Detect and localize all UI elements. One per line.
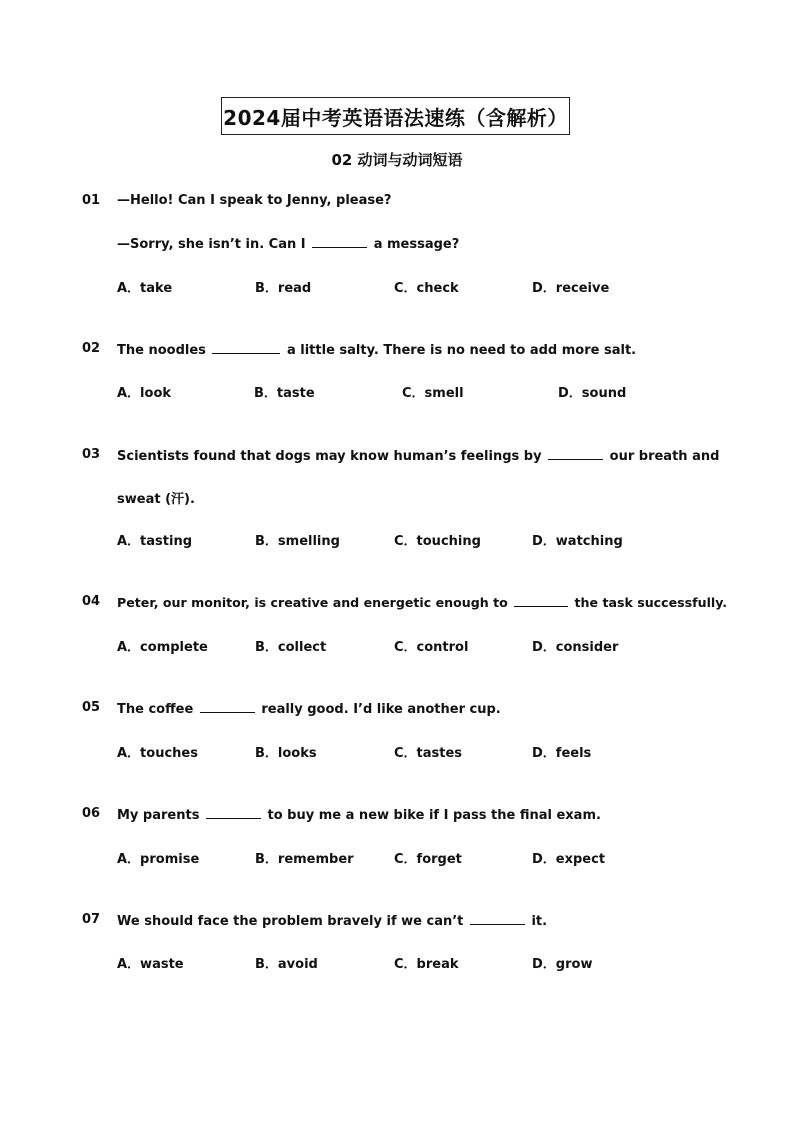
option-b: B．avoid bbox=[255, 957, 318, 972]
question-text-part: My parents bbox=[117, 808, 200, 823]
question-text-part: Scientists found that dogs may know human’s feelings by bbox=[117, 449, 542, 464]
option-a: A．waste bbox=[117, 957, 184, 972]
question-text bbox=[117, 912, 547, 929]
option-d: D．receive bbox=[532, 281, 610, 296]
question-text-part: our breath and bbox=[609, 449, 720, 464]
question-text-part: sweat (汗). bbox=[117, 492, 195, 507]
option-d: D．consider bbox=[532, 640, 619, 655]
option-d: D．expect bbox=[532, 852, 606, 867]
option-d: D．sound bbox=[558, 386, 627, 401]
question-text bbox=[117, 594, 727, 610]
question-text bbox=[117, 235, 459, 252]
option-c: C．tastes bbox=[394, 746, 463, 761]
option-b: B．read bbox=[255, 281, 312, 296]
option-a: A．touches bbox=[117, 746, 198, 761]
question-text bbox=[117, 193, 391, 208]
option-c: C．smell bbox=[402, 386, 464, 401]
question-number: 03 bbox=[82, 447, 101, 462]
answer-blank bbox=[514, 594, 568, 607]
option-d: D．feels bbox=[532, 746, 592, 761]
question-text-part: the task successfully. bbox=[574, 595, 728, 610]
option-c: C．control bbox=[394, 640, 469, 655]
question-text-part: The coffee bbox=[117, 702, 194, 717]
option-a: A．promise bbox=[117, 852, 200, 867]
question-number: 05 bbox=[82, 700, 101, 715]
option-b: B．collect bbox=[255, 640, 327, 655]
question-text-part: really good. I’d like another cup. bbox=[261, 702, 501, 717]
option-c: C．check bbox=[394, 281, 459, 296]
option-a: A．take bbox=[117, 281, 173, 296]
option-d: D．watching bbox=[532, 534, 623, 549]
option-c: C．forget bbox=[394, 852, 462, 867]
question-text-part: —Hello! Can I speak to Jenny, please? bbox=[117, 193, 392, 208]
answer-blank bbox=[206, 806, 261, 819]
answer-blank bbox=[312, 235, 367, 248]
option-c: C．touching bbox=[394, 534, 481, 549]
question-text bbox=[117, 447, 719, 464]
option-a: A．complete bbox=[117, 640, 208, 655]
question-text-part: —Sorry, she isn’t in. Can I bbox=[117, 237, 306, 252]
answer-blank bbox=[212, 341, 280, 354]
option-b: B．looks bbox=[255, 746, 317, 761]
question-text-part: it. bbox=[531, 914, 548, 929]
question-number: 02 bbox=[82, 341, 101, 356]
answer-blank bbox=[548, 447, 603, 460]
option-a: A．tasting bbox=[117, 534, 193, 549]
answer-blank bbox=[200, 700, 255, 713]
question-text-part: We should face the problem bravely if we can’t bbox=[117, 914, 464, 929]
question-text-part: to buy me a new bike if I pass the final exam. bbox=[267, 808, 601, 823]
question-text bbox=[117, 341, 636, 358]
question-number: 06 bbox=[82, 806, 101, 821]
option-b: B．smelling bbox=[255, 534, 340, 549]
option-a: A．look bbox=[117, 386, 172, 401]
option-b: B．taste bbox=[254, 386, 315, 401]
answer-blank bbox=[470, 912, 525, 925]
option-c: C．break bbox=[394, 957, 459, 972]
question-number: 01 bbox=[82, 193, 101, 208]
question-text bbox=[117, 806, 601, 823]
question-text-part: a little salty. There is no need to add more salt. bbox=[286, 343, 637, 358]
question-number: 07 bbox=[82, 912, 101, 927]
question-text-part: a message? bbox=[373, 237, 460, 252]
question-number: 04 bbox=[82, 594, 101, 609]
page-title: 2024届中考英语语法速练（含解析） bbox=[221, 97, 570, 135]
question-text bbox=[117, 700, 501, 717]
option-b: B．remember bbox=[255, 852, 354, 867]
question-text bbox=[117, 488, 195, 507]
option-d: D．grow bbox=[532, 957, 593, 972]
question-text-part: The noodles bbox=[117, 343, 206, 358]
question-text-part: Peter, our monitor, is creative and energetic enough to bbox=[117, 595, 508, 610]
page-subtitle: 02 动词与动词短语 bbox=[331, 151, 463, 169]
